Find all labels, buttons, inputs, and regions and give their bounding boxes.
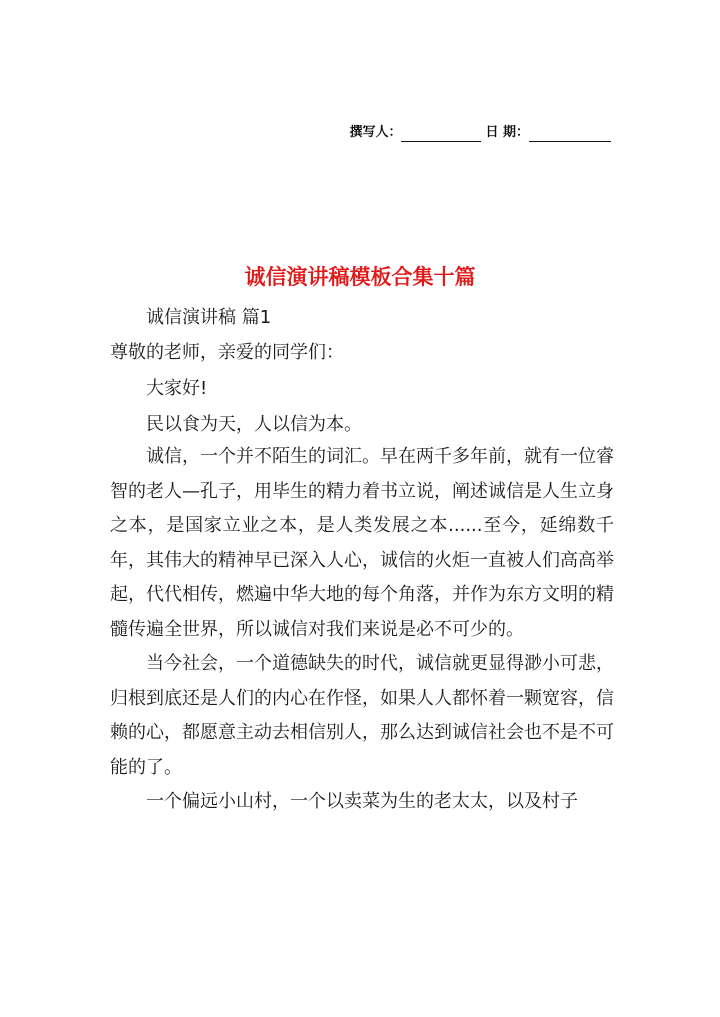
paragraph-3: 当今社会，一个道德缺失的时代，诚信就更显得渺小可悲，归根到底还是人们的内心在作怪，如果人人都怀着一颗宽容，信赖的心，都愿意主动去相信别人，那么达到诚信社会也不是不可能的了。	[110, 653, 614, 778]
document-title: 诚信演讲稿模板合集十篇	[244, 264, 476, 289]
document-header	[349, 124, 611, 142]
paragraph-4: 一个偏远小山村，一个以卖菜为生的老太太，以及村子	[146, 791, 578, 812]
section-heading: 诚信演讲稿 篇1	[146, 307, 272, 328]
paragraph-1: 民以食为天，人以信为本。	[146, 414, 362, 435]
author-label: 撰写人：	[349, 125, 402, 140]
date-blank-line	[529, 126, 611, 142]
author-blank-line	[401, 126, 481, 142]
greeting: 大家好!	[146, 378, 208, 399]
document-body	[110, 302, 614, 820]
date-label: 日 期：	[485, 125, 529, 140]
paragraph-2: 诚信，一个并不陌生的词汇。早在两千多年前，就有一位睿智的老人—孔子，用毕生的精力着书立说，阐述诚信是人生立身之本，是国家立业之本，是人类发展之本......至今，延绵数千年，其伟大的精神早已深入人心，诚信的火炬一直被人们高高举起，代代相传，燃遍中华大地的每个角落，并作为东方文明的精髓传遍全世界，所以诚信对我们来说是必不可少的。	[110, 446, 614, 640]
salutation: 尊敬的老师，亲爱的同学们：	[110, 342, 344, 363]
